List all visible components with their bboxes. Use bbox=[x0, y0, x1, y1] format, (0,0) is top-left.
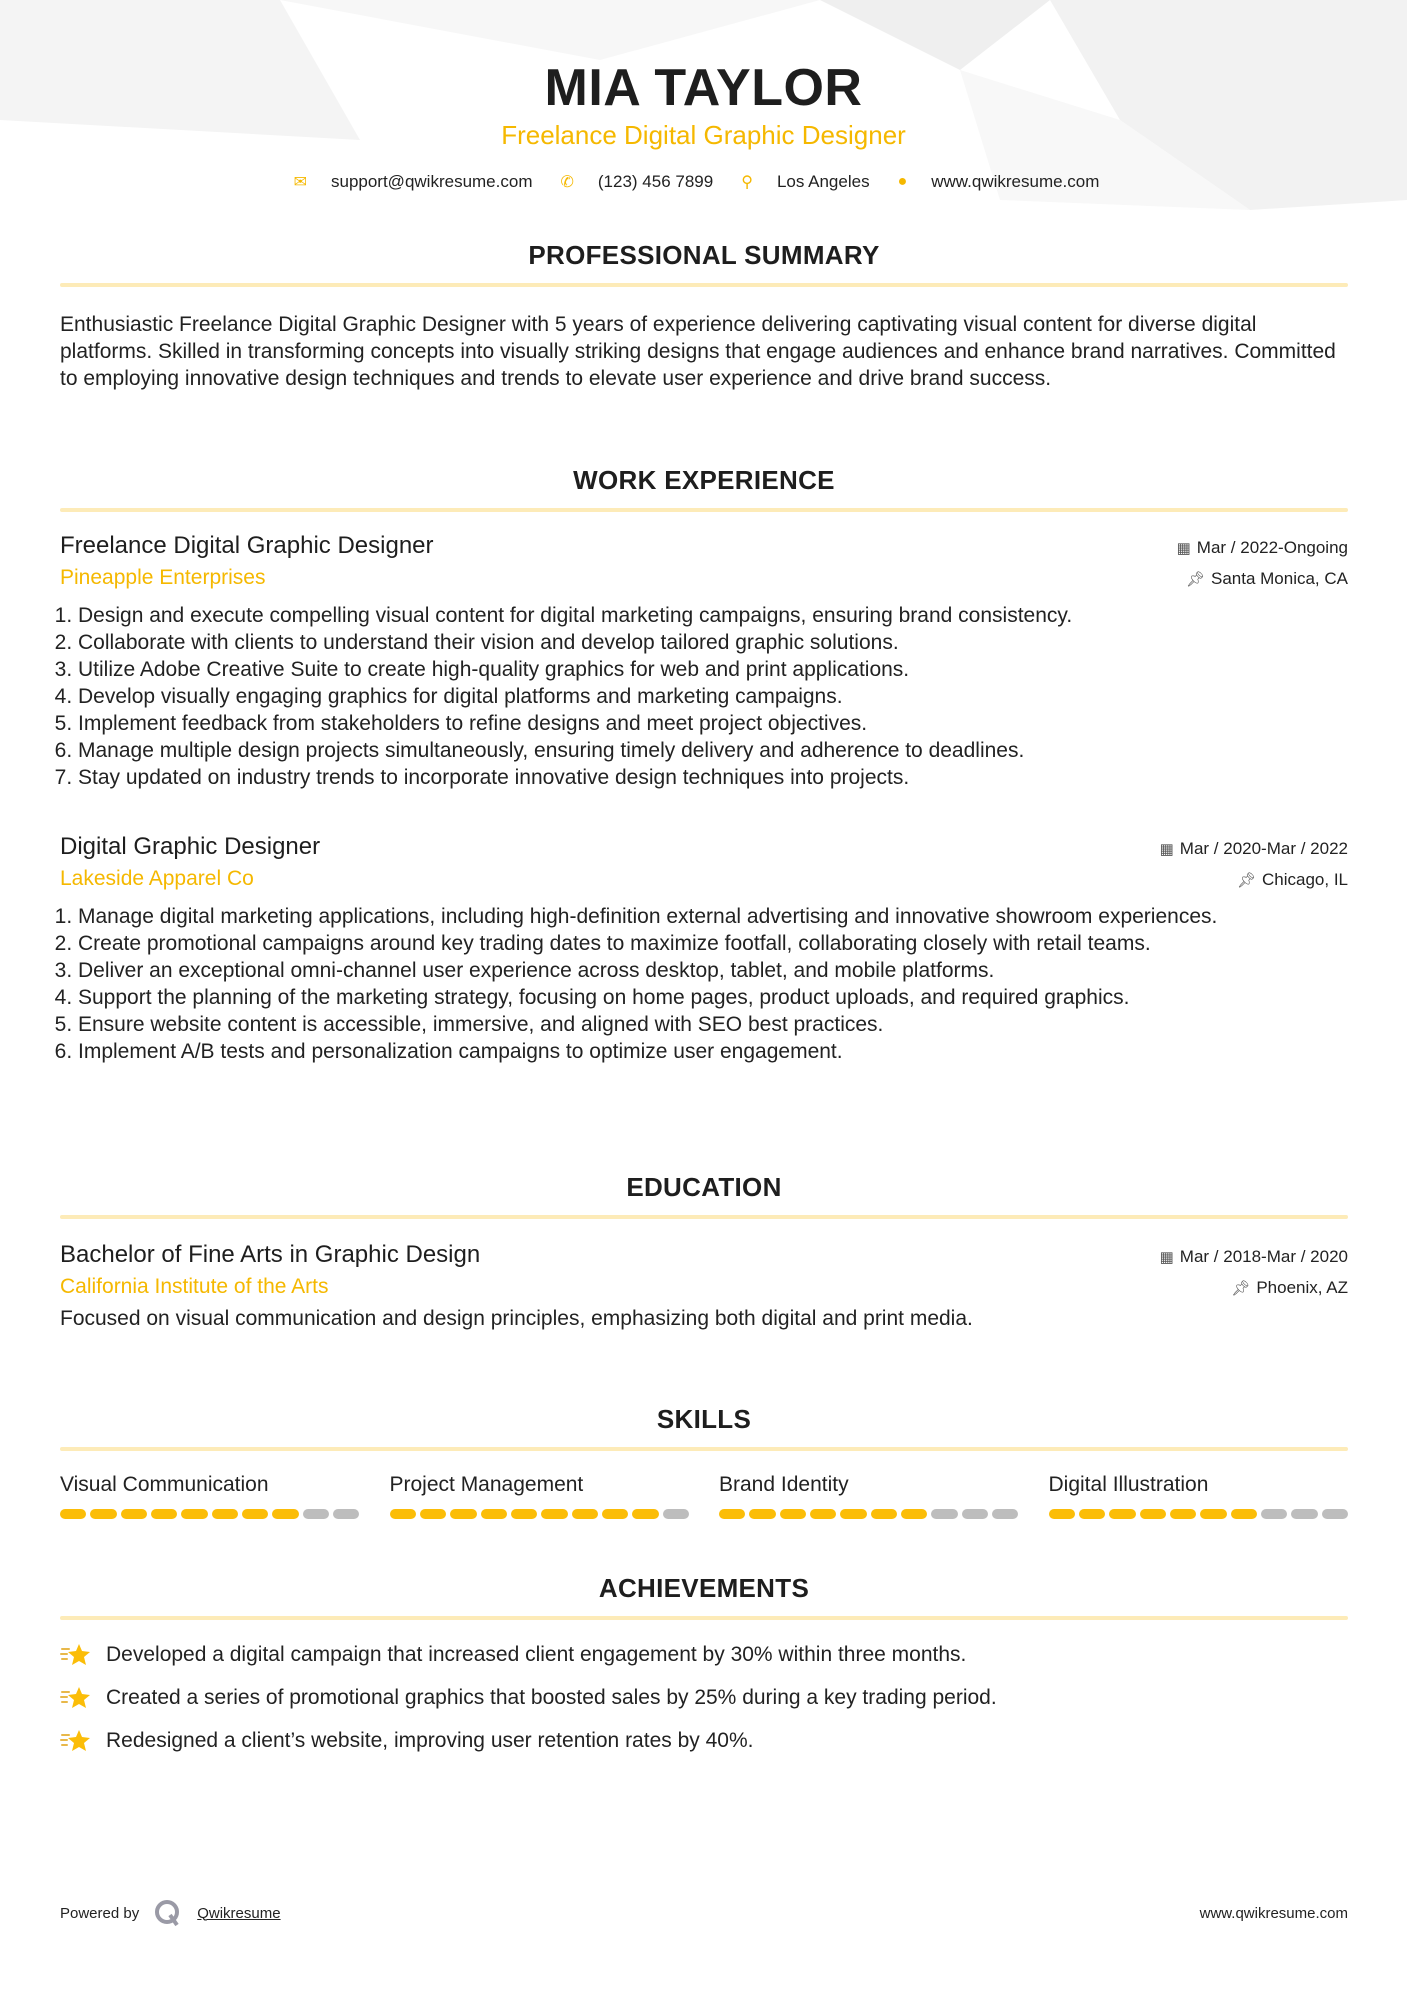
summary-section bbox=[60, 240, 1348, 392]
pin-icon: 📌︎ bbox=[1231, 1280, 1251, 1297]
rating-dot bbox=[749, 1509, 775, 1519]
divider bbox=[60, 508, 1348, 512]
rating-dot bbox=[1231, 1509, 1257, 1519]
section-heading: WORK EXPERIENCE bbox=[573, 465, 835, 495]
achievement-item bbox=[60, 1728, 1348, 1754]
job-title: Freelance Digital Graphic Designer bbox=[60, 532, 434, 559]
skill-name: Visual Communication bbox=[60, 1473, 269, 1496]
skill-item bbox=[390, 1473, 690, 1519]
skills-section bbox=[60, 1404, 1348, 1519]
rating-dot bbox=[602, 1509, 628, 1519]
globe-icon: ● bbox=[897, 173, 908, 190]
rating-dot bbox=[1049, 1509, 1075, 1519]
rating-dot bbox=[151, 1509, 177, 1519]
rating-dot bbox=[60, 1509, 86, 1519]
candidate-name: MIA TAYLOR bbox=[544, 59, 863, 117]
experience-section bbox=[60, 465, 1348, 512]
contact-email[interactable]: support@qwikresume.com bbox=[330, 172, 533, 191]
bullet: 6. Manage multiple design projects simultaneously, ensuring timely delivery and adherence to deadlines. bbox=[78, 737, 1348, 764]
rating-dot bbox=[541, 1509, 567, 1519]
bullet: 4. Develop visually engaging graphics for digital platforms and marketing campaigns. bbox=[78, 683, 1348, 710]
education-date: Mar / 2018-Mar / 2020 bbox=[1179, 1247, 1348, 1266]
rating-dot bbox=[1109, 1509, 1135, 1519]
candidate-title: Freelance Digital Graphic Designer bbox=[501, 120, 906, 150]
skill-item bbox=[60, 1473, 360, 1519]
skill-rating bbox=[390, 1509, 690, 1519]
achievement-item bbox=[60, 1685, 1348, 1711]
rating-dot bbox=[962, 1509, 988, 1519]
rating-dot bbox=[780, 1509, 806, 1519]
contact-location: Los Angeles bbox=[776, 172, 870, 191]
company-name: Lakeside Apparel Co bbox=[60, 867, 254, 890]
skill-rating bbox=[60, 1509, 360, 1519]
rating-dot bbox=[121, 1509, 147, 1519]
achievement-text: Redesigned a client’s website, improving user retention rates by 40%. bbox=[106, 1729, 754, 1752]
pin-icon: 📌︎ bbox=[1185, 571, 1205, 588]
phone-icon: ✆ bbox=[560, 174, 574, 191]
contact-bar bbox=[0, 172, 1407, 192]
school-name: California Institute of the Arts bbox=[60, 1275, 329, 1298]
bullet: 2. Collaborate with clients to understand their vision and develop tailored graphic solutions. bbox=[78, 629, 1348, 656]
job-title: Digital Graphic Designer bbox=[60, 833, 321, 860]
company-name: Pineapple Enterprises bbox=[60, 566, 266, 589]
rating-dot bbox=[663, 1509, 689, 1519]
rating-dot bbox=[333, 1509, 359, 1519]
contact-phone: (123) 456 7899 bbox=[597, 172, 714, 191]
skill-item bbox=[1049, 1473, 1349, 1519]
rating-dot bbox=[871, 1509, 897, 1519]
skill-name: Project Management bbox=[389, 1473, 584, 1496]
achievement-text: Developed a digital campaign that increased client engagement by 30% within three months. bbox=[106, 1643, 967, 1666]
skill-name: Brand Identity bbox=[719, 1473, 849, 1496]
divider bbox=[60, 283, 1348, 287]
divider bbox=[60, 1447, 1348, 1451]
bullet: 1. Design and execute compelling visual content for digital marketing campaigns, ensuring brand consistency. bbox=[78, 602, 1348, 629]
rating-dot bbox=[242, 1509, 268, 1519]
rating-dot bbox=[931, 1509, 957, 1519]
bullet: 3. Deliver an exceptional omni-channel user experience across desktop, tablet, and mobile platforms. bbox=[78, 957, 1348, 984]
achievements-section bbox=[60, 1573, 1348, 1771]
rating-dot bbox=[840, 1509, 866, 1519]
bullet: 2. Create promotional campaigns around key trading dates to maximize footfall, collaborating closely with retail teams. bbox=[78, 930, 1348, 957]
section-heading: ACHIEVEMENTS bbox=[598, 1573, 810, 1603]
rating-dot bbox=[272, 1509, 298, 1519]
job-date: Mar / 2020-Mar / 2022 bbox=[1179, 839, 1348, 858]
rating-dot bbox=[719, 1509, 745, 1519]
rating-dot bbox=[810, 1509, 836, 1519]
star-icon bbox=[60, 1642, 92, 1668]
rating-dot bbox=[420, 1509, 446, 1519]
qwikresume-link[interactable]: Qwikresume bbox=[197, 1904, 281, 1922]
achievement-item bbox=[60, 1642, 1348, 1668]
rating-dot bbox=[181, 1509, 207, 1519]
job-entry bbox=[60, 833, 1348, 1065]
job-location: Chicago, IL bbox=[1262, 870, 1348, 889]
rating-dot bbox=[390, 1509, 416, 1519]
bullet: 7. Stay updated on industry trends to incorporate innovative design techniques into projects. bbox=[78, 764, 1348, 791]
rating-dot bbox=[450, 1509, 476, 1519]
skill-item bbox=[719, 1473, 1019, 1519]
job-date: Mar / 2022-Ongoing bbox=[1196, 538, 1348, 557]
rating-dot bbox=[1140, 1509, 1166, 1519]
job-bullets bbox=[60, 903, 1348, 1065]
divider bbox=[60, 1215, 1348, 1219]
skill-name: Digital Illustration bbox=[1048, 1473, 1209, 1496]
skill-rating bbox=[1049, 1509, 1349, 1519]
rating-dot bbox=[1079, 1509, 1105, 1519]
contact-website[interactable]: www.qwikresume.com bbox=[931, 172, 1100, 191]
powered-by-label: Powered by bbox=[60, 1904, 140, 1922]
rating-dot bbox=[511, 1509, 537, 1519]
rating-dot bbox=[212, 1509, 238, 1519]
skill-rating bbox=[719, 1509, 1019, 1519]
rating-dot bbox=[572, 1509, 598, 1519]
rating-dot bbox=[632, 1509, 658, 1519]
bullet: 6. Implement A/B tests and personalization campaigns to optimize user engagement. bbox=[78, 1038, 1348, 1065]
envelope-icon: ✉ bbox=[293, 174, 307, 191]
bullet: 3. Utilize Adobe Creative Suite to create high-quality graphics for web and print applications. bbox=[78, 656, 1348, 683]
rating-dot bbox=[303, 1509, 329, 1519]
education-section bbox=[60, 1172, 1348, 1332]
bullet: 5. Implement feedback from stakeholders to refine designs and meet project objectives. bbox=[78, 710, 1348, 737]
star-icon bbox=[60, 1685, 92, 1711]
footer bbox=[60, 1898, 1348, 1928]
rating-dot bbox=[481, 1509, 507, 1519]
section-heading: PROFESSIONAL SUMMARY bbox=[528, 240, 880, 270]
job-bullets bbox=[60, 602, 1348, 791]
rating-dot bbox=[1291, 1509, 1317, 1519]
calendar-icon: ▦ bbox=[1159, 841, 1174, 858]
section-heading: EDUCATION bbox=[626, 1172, 782, 1202]
summary-text: Enthusiastic Freelance Digital Graphic Designer with 5 years of experience delivering captivating visual content for diverse digital platforms. Skilled in transforming concepts into visually striking designs that engage audiences and enhance brand narratives. Committed to employing innovative design techniques and trends to elevate user experience and drive brand success. bbox=[60, 313, 1336, 390]
footer-website[interactable]: www.qwikresume.com bbox=[1199, 1904, 1348, 1922]
achievement-text: Created a series of promotional graphics that boosted sales by 25% during a key trading period. bbox=[106, 1686, 997, 1709]
rating-dot bbox=[901, 1509, 927, 1519]
map-pin-icon: ⚲ bbox=[741, 174, 753, 191]
bullet: 4. Support the planning of the marketing strategy, focusing on home pages, product uploads, and required graphics. bbox=[78, 984, 1348, 1011]
rating-dot bbox=[1261, 1509, 1287, 1519]
bullet: 5. Ensure website content is accessible, immersive, and aligned with SEO best practices. bbox=[78, 1011, 1348, 1038]
divider bbox=[60, 1616, 1348, 1620]
job-location: Santa Monica, CA bbox=[1210, 569, 1348, 588]
degree: Bachelor of Fine Arts in Graphic Design bbox=[60, 1241, 481, 1268]
education-description: Focused on visual communication and design principles, emphasizing both digital and print media. bbox=[60, 1307, 973, 1330]
education-location: Phoenix, AZ bbox=[1256, 1278, 1348, 1297]
section-heading: SKILLS bbox=[656, 1404, 752, 1434]
rating-dot bbox=[1322, 1509, 1348, 1519]
calendar-icon: ▦ bbox=[1159, 1249, 1174, 1266]
qwikresume-logo-icon bbox=[153, 1898, 183, 1928]
bullet: 1. Manage digital marketing applications, including high-definition external advertising and innovative showroom experiences. bbox=[78, 903, 1348, 930]
star-icon bbox=[60, 1728, 92, 1754]
rating-dot bbox=[992, 1509, 1018, 1519]
job-entry bbox=[60, 532, 1348, 791]
rating-dot bbox=[1200, 1509, 1226, 1519]
rating-dot bbox=[1170, 1509, 1196, 1519]
pin-icon: 📌︎ bbox=[1236, 872, 1256, 889]
rating-dot bbox=[90, 1509, 116, 1519]
calendar-icon: ▦ bbox=[1176, 540, 1191, 557]
